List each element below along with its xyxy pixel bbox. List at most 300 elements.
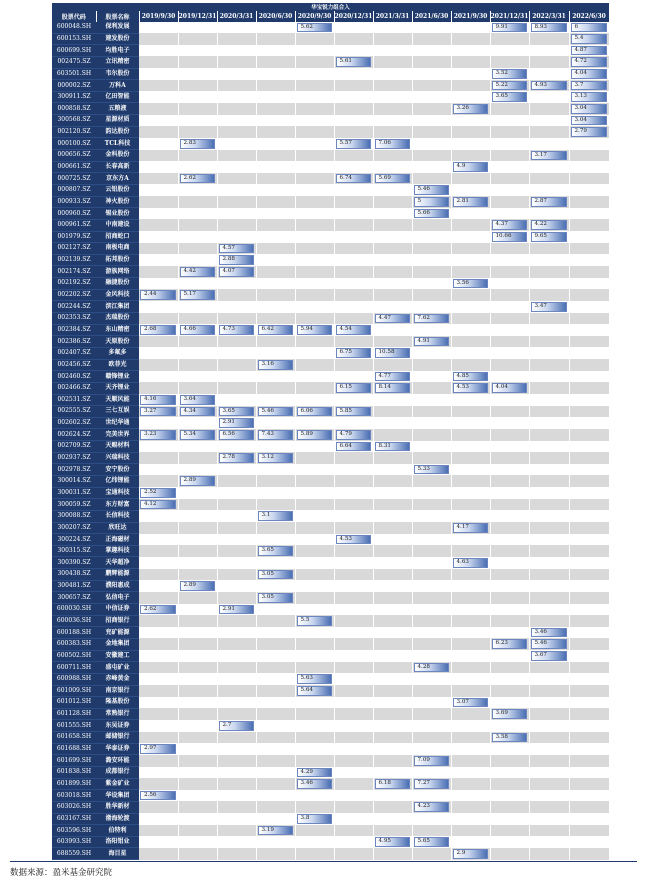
weight-cell bbox=[529, 662, 569, 674]
weight-cell bbox=[217, 406, 256, 418]
weight-cell bbox=[334, 359, 373, 371]
weight-cell bbox=[490, 592, 529, 604]
weight-cell bbox=[569, 580, 609, 592]
stock-name: 招商银行 bbox=[96, 615, 139, 627]
weight-cell bbox=[295, 627, 334, 639]
weight-cell bbox=[451, 173, 490, 185]
stock-name: 安宁股份 bbox=[96, 464, 139, 476]
weight-cell bbox=[217, 219, 256, 231]
weight-cell bbox=[451, 371, 490, 383]
weight-cell bbox=[217, 254, 256, 266]
weight-cell bbox=[139, 510, 178, 522]
table-row bbox=[52, 662, 609, 674]
weight-cell bbox=[569, 417, 609, 429]
table-row bbox=[52, 33, 609, 45]
weight-cell bbox=[334, 301, 373, 313]
weight-cell bbox=[451, 545, 490, 557]
stock-code: 300911.SZ bbox=[52, 91, 96, 103]
weight-cell bbox=[412, 184, 451, 196]
weight-cell bbox=[490, 534, 529, 546]
weight-cell bbox=[529, 848, 569, 860]
weight-cell bbox=[178, 313, 217, 325]
stock-code: 300014.SZ bbox=[52, 475, 96, 487]
weight-cell bbox=[295, 394, 334, 406]
stock-code: 603993.SH bbox=[52, 836, 96, 848]
weight-cell bbox=[139, 662, 178, 674]
weight-value: 5.46 bbox=[417, 186, 430, 193]
weight-cell bbox=[139, 80, 178, 92]
weight-cell bbox=[178, 219, 217, 231]
weight-cell bbox=[178, 278, 217, 290]
weight-cell bbox=[295, 825, 334, 837]
weight-cell bbox=[412, 173, 451, 185]
weight-cell bbox=[569, 534, 609, 546]
weight-cell bbox=[373, 231, 412, 243]
weight-cell bbox=[256, 627, 295, 639]
weight-cell bbox=[569, 56, 609, 68]
table-row bbox=[52, 266, 609, 278]
weight-cell bbox=[217, 743, 256, 755]
weight-value: 4.42 bbox=[183, 267, 196, 274]
weight-value: 4.04 bbox=[495, 384, 508, 391]
weight-cell bbox=[295, 475, 334, 487]
weight-cell bbox=[373, 196, 412, 208]
weight-cell bbox=[569, 778, 609, 790]
weight-cell bbox=[334, 324, 373, 336]
weight-cell bbox=[373, 580, 412, 592]
weight-cell bbox=[373, 708, 412, 720]
weight-cell bbox=[334, 522, 373, 534]
weight-cell bbox=[139, 580, 178, 592]
weight-cell bbox=[529, 359, 569, 371]
weight-cell bbox=[295, 406, 334, 418]
weight-cell bbox=[490, 33, 529, 45]
weight-cell bbox=[139, 313, 178, 325]
weight-cell bbox=[295, 592, 334, 604]
weight-cell bbox=[178, 673, 217, 685]
weight-cell bbox=[412, 569, 451, 581]
weight-cell bbox=[373, 301, 412, 313]
weight-cell bbox=[490, 452, 529, 464]
weight-cell bbox=[529, 336, 569, 348]
table-row bbox=[52, 150, 609, 162]
weight-cell bbox=[412, 510, 451, 522]
weight-value: 4.73 bbox=[222, 326, 235, 333]
stock-name: 中信证券 bbox=[96, 604, 139, 616]
weight-cell bbox=[295, 580, 334, 592]
weight-value: 2.83 bbox=[183, 139, 196, 146]
weight-cell bbox=[334, 638, 373, 650]
table-row bbox=[52, 196, 609, 208]
weight-value: 3.19 bbox=[261, 826, 274, 833]
weight-cell bbox=[373, 836, 412, 848]
weight-cell bbox=[217, 475, 256, 487]
stock-name: 赤峰黄金 bbox=[96, 673, 139, 685]
weight-cell bbox=[256, 685, 295, 697]
weight-cell bbox=[412, 56, 451, 68]
weight-cell bbox=[569, 33, 609, 45]
weight-value: 2.7 bbox=[222, 721, 232, 728]
weight-cell bbox=[412, 778, 451, 790]
header-date: 2021/3/31 bbox=[373, 11, 412, 22]
weight-cell bbox=[295, 673, 334, 685]
weight-cell bbox=[451, 673, 490, 685]
weight-cell bbox=[569, 464, 609, 476]
weight-cell bbox=[569, 68, 609, 80]
table-row bbox=[52, 650, 609, 662]
weight-cell bbox=[256, 510, 295, 522]
weight-cell bbox=[569, 429, 609, 441]
weight-cell bbox=[490, 91, 529, 103]
weight-cell bbox=[217, 336, 256, 348]
weight-cell bbox=[178, 475, 217, 487]
weight-cell bbox=[529, 429, 569, 441]
weight-cell bbox=[412, 545, 451, 557]
weight-cell bbox=[217, 650, 256, 662]
table-row bbox=[52, 697, 609, 709]
weight-cell bbox=[217, 545, 256, 557]
stock-name: 万科A bbox=[96, 80, 139, 92]
weight-cell bbox=[569, 813, 609, 825]
weight-cell bbox=[139, 138, 178, 150]
stock-code: 600036.SH bbox=[52, 615, 96, 627]
weight-cell bbox=[178, 173, 217, 185]
stock-code: 600699.SH bbox=[52, 45, 96, 57]
weight-cell bbox=[295, 720, 334, 732]
weight-value: 8.31 bbox=[378, 442, 391, 449]
weight-cell bbox=[178, 208, 217, 220]
weight-cell bbox=[529, 580, 569, 592]
weight-value: 3.17 bbox=[534, 151, 547, 158]
table-row bbox=[52, 68, 609, 80]
weight-cell bbox=[139, 45, 178, 57]
weight-value: 2.89 bbox=[183, 582, 196, 589]
weight-cell bbox=[412, 91, 451, 103]
weight-cell bbox=[295, 650, 334, 662]
weight-cell bbox=[217, 580, 256, 592]
stock-code: 601128.SH bbox=[52, 708, 96, 720]
weight-cell bbox=[217, 313, 256, 325]
weight-cell bbox=[334, 196, 373, 208]
weight-cell bbox=[178, 638, 217, 650]
weight-cell bbox=[334, 673, 373, 685]
weight-cell bbox=[217, 487, 256, 499]
weight-cell bbox=[139, 801, 178, 813]
weight-cell bbox=[451, 33, 490, 45]
weight-cell bbox=[139, 150, 178, 162]
weight-cell bbox=[256, 580, 295, 592]
weight-cell bbox=[295, 569, 334, 581]
weight-cell bbox=[451, 254, 490, 266]
weight-cell bbox=[451, 697, 490, 709]
weight-value: 5.22 bbox=[495, 81, 508, 88]
weight-cell bbox=[451, 487, 490, 499]
weight-value: 3.05 bbox=[261, 570, 274, 577]
table-row bbox=[52, 638, 609, 650]
stock-name: 拓邦股份 bbox=[96, 254, 139, 266]
weight-cell bbox=[451, 441, 490, 453]
weight-cell bbox=[217, 452, 256, 464]
weight-cell bbox=[412, 336, 451, 348]
table-row bbox=[52, 475, 609, 487]
stock-code: 600153.SH bbox=[52, 33, 96, 45]
weight-cell bbox=[256, 720, 295, 732]
table-row bbox=[52, 394, 609, 406]
stock-name: 立讯精密 bbox=[96, 56, 139, 68]
weight-cell bbox=[569, 359, 609, 371]
weight-cell bbox=[412, 231, 451, 243]
weight-cell bbox=[451, 778, 490, 790]
weight-cell bbox=[334, 848, 373, 860]
weight-value: 3.67 bbox=[534, 652, 547, 659]
stock-code: 603167.SH bbox=[52, 813, 96, 825]
weight-cell bbox=[569, 557, 609, 569]
weight-cell bbox=[139, 685, 178, 697]
weight-cell bbox=[334, 254, 373, 266]
weight-cell bbox=[373, 627, 412, 639]
weight-cell bbox=[256, 790, 295, 802]
weight-cell bbox=[217, 638, 256, 650]
stock-code: 300315.SZ bbox=[52, 545, 96, 557]
weight-cell bbox=[373, 336, 412, 348]
weight-value: 5.94 bbox=[300, 326, 313, 333]
weight-cell bbox=[529, 371, 569, 383]
weight-cell bbox=[295, 91, 334, 103]
stock-name: 南京银行 bbox=[96, 685, 139, 697]
weight-cell bbox=[529, 592, 569, 604]
stock-name: 长春高新 bbox=[96, 161, 139, 173]
weight-cell bbox=[451, 557, 490, 569]
weight-cell bbox=[295, 56, 334, 68]
weight-cell bbox=[295, 615, 334, 627]
weight-cell bbox=[139, 778, 178, 790]
weight-cell bbox=[178, 115, 217, 127]
weight-value: 5.46 bbox=[261, 407, 274, 414]
weight-cell bbox=[569, 231, 609, 243]
weight-cell bbox=[451, 429, 490, 441]
weight-cell bbox=[139, 720, 178, 732]
weight-cell bbox=[178, 80, 217, 92]
weight-cell bbox=[139, 103, 178, 115]
weight-cell bbox=[529, 254, 569, 266]
weight-value: 4.93 bbox=[534, 81, 547, 88]
weight-cell bbox=[490, 161, 529, 173]
weight-value: 6.74 bbox=[339, 174, 352, 181]
table-row bbox=[52, 91, 609, 103]
weight-cell bbox=[451, 708, 490, 720]
weight-cell bbox=[139, 475, 178, 487]
weight-cell bbox=[139, 266, 178, 278]
weight-cell bbox=[490, 429, 529, 441]
stock-name: 亿纬锂能 bbox=[96, 475, 139, 487]
weight-cell bbox=[256, 604, 295, 616]
weight-cell bbox=[490, 825, 529, 837]
weight-value: 10.58 bbox=[378, 349, 395, 356]
weight-cell bbox=[139, 534, 178, 546]
table-row bbox=[52, 708, 609, 720]
weight-cell bbox=[569, 324, 609, 336]
weight-cell bbox=[490, 732, 529, 744]
weight-value: 5.4 bbox=[574, 35, 584, 42]
weight-cell bbox=[529, 697, 569, 709]
stock-name: 金风科技 bbox=[96, 289, 139, 301]
weight-cell bbox=[529, 56, 569, 68]
weight-cell bbox=[529, 441, 569, 453]
table-row bbox=[52, 103, 609, 115]
weight-value: 9.65 bbox=[534, 233, 547, 240]
weight-cell bbox=[451, 313, 490, 325]
table-row bbox=[52, 313, 609, 325]
weight-cell bbox=[178, 289, 217, 301]
weight-cell bbox=[334, 126, 373, 138]
table-row bbox=[52, 615, 609, 627]
weight-cell bbox=[412, 580, 451, 592]
stock-name: TCL科技 bbox=[96, 138, 139, 150]
weight-cell bbox=[451, 732, 490, 744]
weight-cell bbox=[217, 150, 256, 162]
weight-cell bbox=[451, 138, 490, 150]
weight-cell bbox=[451, 22, 490, 33]
weight-cell bbox=[178, 382, 217, 394]
weight-cell bbox=[256, 545, 295, 557]
table-row bbox=[52, 289, 609, 301]
weight-cell bbox=[334, 720, 373, 732]
stock-name: 三七互娱 bbox=[96, 406, 139, 418]
weight-cell bbox=[529, 708, 569, 720]
weight-cell bbox=[490, 68, 529, 80]
weight-cell bbox=[451, 150, 490, 162]
weight-cell bbox=[412, 80, 451, 92]
weight-cell bbox=[451, 394, 490, 406]
weight-cell bbox=[295, 638, 334, 650]
weight-cell bbox=[256, 464, 295, 476]
weight-cell bbox=[334, 278, 373, 290]
weight-cell bbox=[178, 103, 217, 115]
weight-cell bbox=[373, 208, 412, 220]
weight-cell bbox=[256, 801, 295, 813]
stock-name: 华泰证券 bbox=[96, 743, 139, 755]
weight-cell bbox=[139, 464, 178, 476]
weight-cell bbox=[334, 708, 373, 720]
weight-cell bbox=[217, 825, 256, 837]
weight-cell bbox=[569, 347, 609, 359]
weight-cell bbox=[217, 80, 256, 92]
weight-cell bbox=[178, 650, 217, 662]
weight-cell bbox=[569, 662, 609, 674]
stock-code: 603018.SH bbox=[52, 790, 96, 802]
weight-cell bbox=[451, 382, 490, 394]
weight-cell bbox=[490, 313, 529, 325]
weight-cell bbox=[178, 254, 217, 266]
table-row bbox=[52, 464, 609, 476]
weight-cell bbox=[295, 336, 334, 348]
weight-cell bbox=[569, 510, 609, 522]
weight-cell bbox=[334, 417, 373, 429]
weight-cell bbox=[412, 836, 451, 848]
weight-value: 5.63 bbox=[300, 675, 313, 682]
weight-cell bbox=[295, 126, 334, 138]
weight-cell bbox=[295, 755, 334, 767]
weight-cell bbox=[178, 813, 217, 825]
weight-cell bbox=[451, 103, 490, 115]
stock-name: 锡业股份 bbox=[96, 208, 139, 220]
weight-cell bbox=[373, 801, 412, 813]
weight-value: 6.15 bbox=[339, 384, 352, 391]
weight-cell bbox=[334, 80, 373, 92]
table-row bbox=[52, 278, 609, 290]
weight-cell bbox=[295, 732, 334, 744]
weight-cell bbox=[139, 522, 178, 534]
weight-cell bbox=[256, 813, 295, 825]
weight-cell bbox=[412, 673, 451, 685]
weight-cell bbox=[256, 767, 295, 779]
weight-cell bbox=[529, 150, 569, 162]
weight-cell bbox=[217, 767, 256, 779]
weight-cell bbox=[334, 184, 373, 196]
weight-cell bbox=[139, 347, 178, 359]
weight-cell bbox=[295, 417, 334, 429]
weight-cell bbox=[256, 184, 295, 196]
weight-cell bbox=[529, 627, 569, 639]
weight-cell bbox=[412, 708, 451, 720]
weight-cell bbox=[412, 359, 451, 371]
stock-code: 002978.SZ bbox=[52, 464, 96, 476]
weight-value: 3.27 bbox=[144, 407, 157, 414]
weight-value: 6.18 bbox=[378, 780, 391, 787]
weight-cell bbox=[256, 475, 295, 487]
weight-cell bbox=[569, 545, 609, 557]
stock-name: 兖矿能源 bbox=[96, 627, 139, 639]
weight-value: 3.65 bbox=[495, 93, 508, 100]
table-row bbox=[52, 720, 609, 732]
stock-name: 建发股份 bbox=[96, 33, 139, 45]
weight-cell bbox=[451, 604, 490, 616]
weight-cell bbox=[139, 126, 178, 138]
weight-value: 5.34 bbox=[183, 430, 196, 437]
weight-cell bbox=[373, 371, 412, 383]
weight-cell bbox=[295, 499, 334, 511]
weight-cell bbox=[529, 522, 569, 534]
table-row bbox=[52, 208, 609, 220]
weight-value: 4.07 bbox=[222, 267, 235, 274]
stock-code: 603501.SH bbox=[52, 68, 96, 80]
weight-value: 3.23 bbox=[144, 430, 157, 437]
weight-cell bbox=[569, 266, 609, 278]
weight-cell bbox=[373, 697, 412, 709]
weight-value: 2.52 bbox=[144, 489, 157, 496]
weight-cell bbox=[178, 45, 217, 57]
weight-cell bbox=[569, 91, 609, 103]
weight-cell bbox=[295, 22, 334, 33]
header-date: 2019/12/31 bbox=[178, 13, 217, 20]
weight-cell bbox=[256, 382, 295, 394]
table-row bbox=[52, 836, 609, 848]
weight-cell bbox=[529, 406, 569, 418]
weight-cell bbox=[334, 580, 373, 592]
stock-code: 601658.SH bbox=[52, 732, 96, 744]
weight-cell bbox=[569, 208, 609, 220]
stock-name: 长信科技 bbox=[96, 510, 139, 522]
weight-cell bbox=[217, 301, 256, 313]
weight-cell bbox=[490, 545, 529, 557]
weight-cell bbox=[529, 196, 569, 208]
stock-name: 赣锋锂业 bbox=[96, 371, 139, 383]
weight-cell bbox=[139, 743, 178, 755]
weight-value: 5.5 bbox=[300, 617, 310, 624]
weight-value: 3.16 bbox=[261, 361, 274, 368]
table-row bbox=[52, 545, 609, 557]
weight-cell bbox=[569, 638, 609, 650]
